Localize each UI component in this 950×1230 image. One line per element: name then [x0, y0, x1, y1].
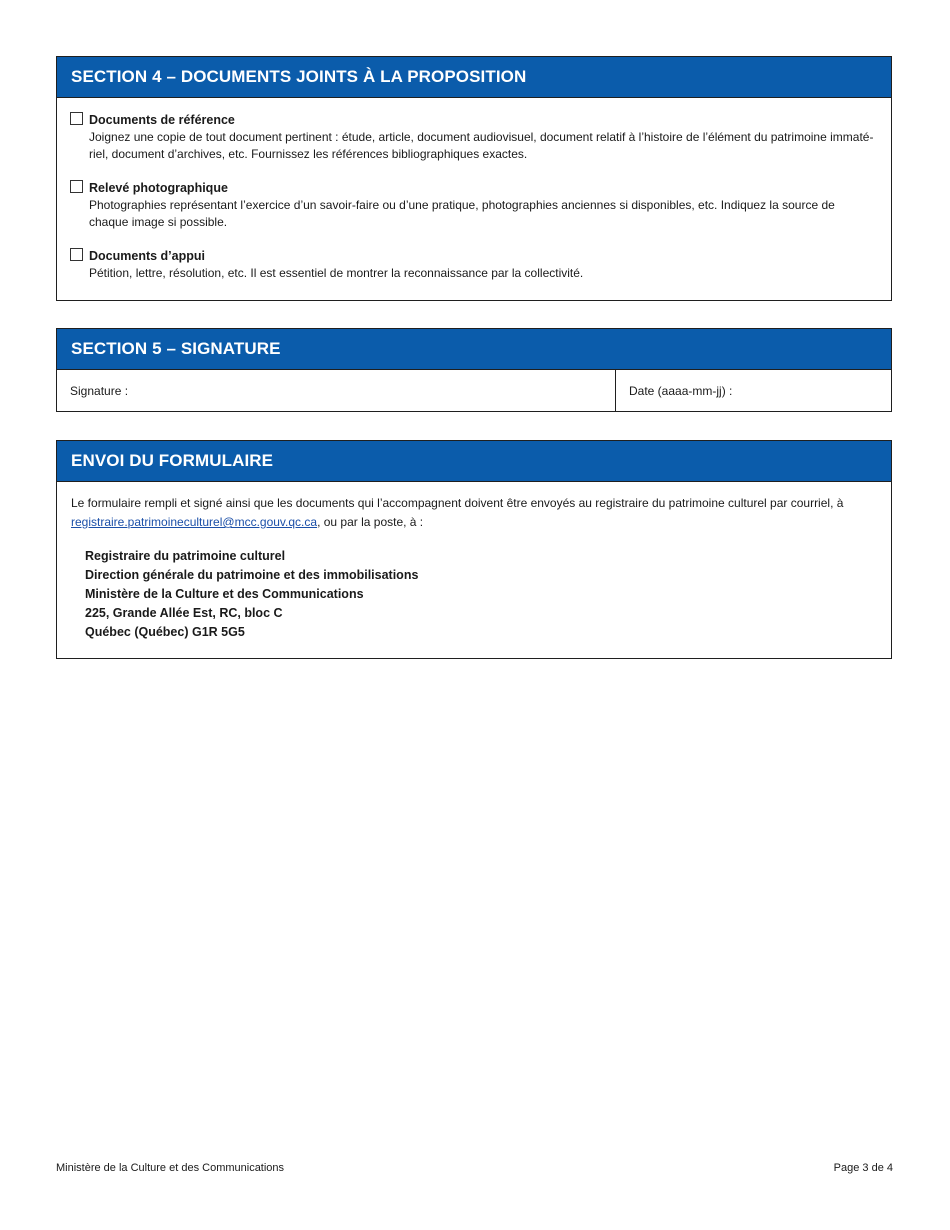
signature-label: Signature :: [70, 384, 129, 398]
doc-item-photographic: [70, 180, 877, 231]
doc-item-title: Relevé photographique: [89, 181, 228, 195]
address-line: Registraire du patrimoine culturel: [85, 549, 286, 563]
address-line: Québec (Québec) G1R 5G5: [85, 625, 245, 639]
section-5-signature: [56, 328, 892, 412]
signature-row: [57, 370, 891, 412]
mailing-address: [71, 547, 877, 642]
instructions-text: Le formulaire rempli et signé ainsi que les documents qui l’accompagnent doivent être envoyés au registraire du patrimoine culturel par courriel, à: [71, 496, 844, 510]
section-4-body: [57, 98, 891, 282]
form-submission-body: [57, 482, 891, 642]
address-line: 225, Grande Allée Est, RC, bloc C: [85, 606, 283, 620]
registrar-email-link[interactable]: registraire.patrimoineculturel@mcc.gouv.qc.ca: [71, 515, 318, 529]
doc-item-title: Documents d’appui: [89, 249, 205, 263]
form-submission-title: ENVOI DU FORMULAIRE: [57, 441, 891, 482]
doc-item-title: Documents de référence: [89, 113, 235, 127]
instructions-text-end: , ou par la poste, à :: [317, 515, 424, 529]
form-submission-section: [56, 440, 892, 659]
photographic-survey-checkbox[interactable]: [70, 180, 83, 193]
date-label: Date (aaaa-mm-jj) :: [629, 384, 733, 398]
footer-page-number: Page 3 de 4: [833, 1162, 893, 1174]
footer-organization: Ministère de la Culture et des Communications: [56, 1162, 285, 1174]
doc-item-description: Photographies représentant l’exercice d’un savoir-faire ou d’une pratique, photographies anciennes si disponibles, etc. Indiquez la source de chaque image si possible.: [89, 198, 835, 229]
support-documents-checkbox[interactable]: [70, 248, 83, 261]
address-line: Direction générale du patrimoine et des immobilisations: [85, 568, 419, 582]
signature-field[interactable]: [57, 370, 616, 412]
section-4-title: SECTION 4 – DOCUMENTS JOINTS À LA PROPOSITION: [57, 57, 891, 98]
doc-item-description: Joignez une copie de tout document pertinent : étude, article, document audiovisuel, document relatif à l’histoire de l’élément du patrimoine immatériel, document d’archives, etc. Fournissez les références bibliographiques exactes.: [89, 130, 874, 161]
date-field[interactable]: [616, 370, 891, 412]
doc-item-support: [70, 248, 877, 282]
doc-item-reference: [70, 112, 877, 163]
submission-instructions: [71, 494, 877, 532]
doc-item-description: Pétition, lettre, résolution, etc. Il est essentiel de montrer la reconnaissance par la collectivité.: [89, 266, 584, 280]
section-5-title: SECTION 5 – SIGNATURE: [57, 329, 891, 370]
section-4-attached-documents: [56, 56, 892, 301]
reference-documents-checkbox[interactable]: [70, 112, 83, 125]
address-line: Ministère de la Culture et des Communications: [85, 587, 364, 601]
